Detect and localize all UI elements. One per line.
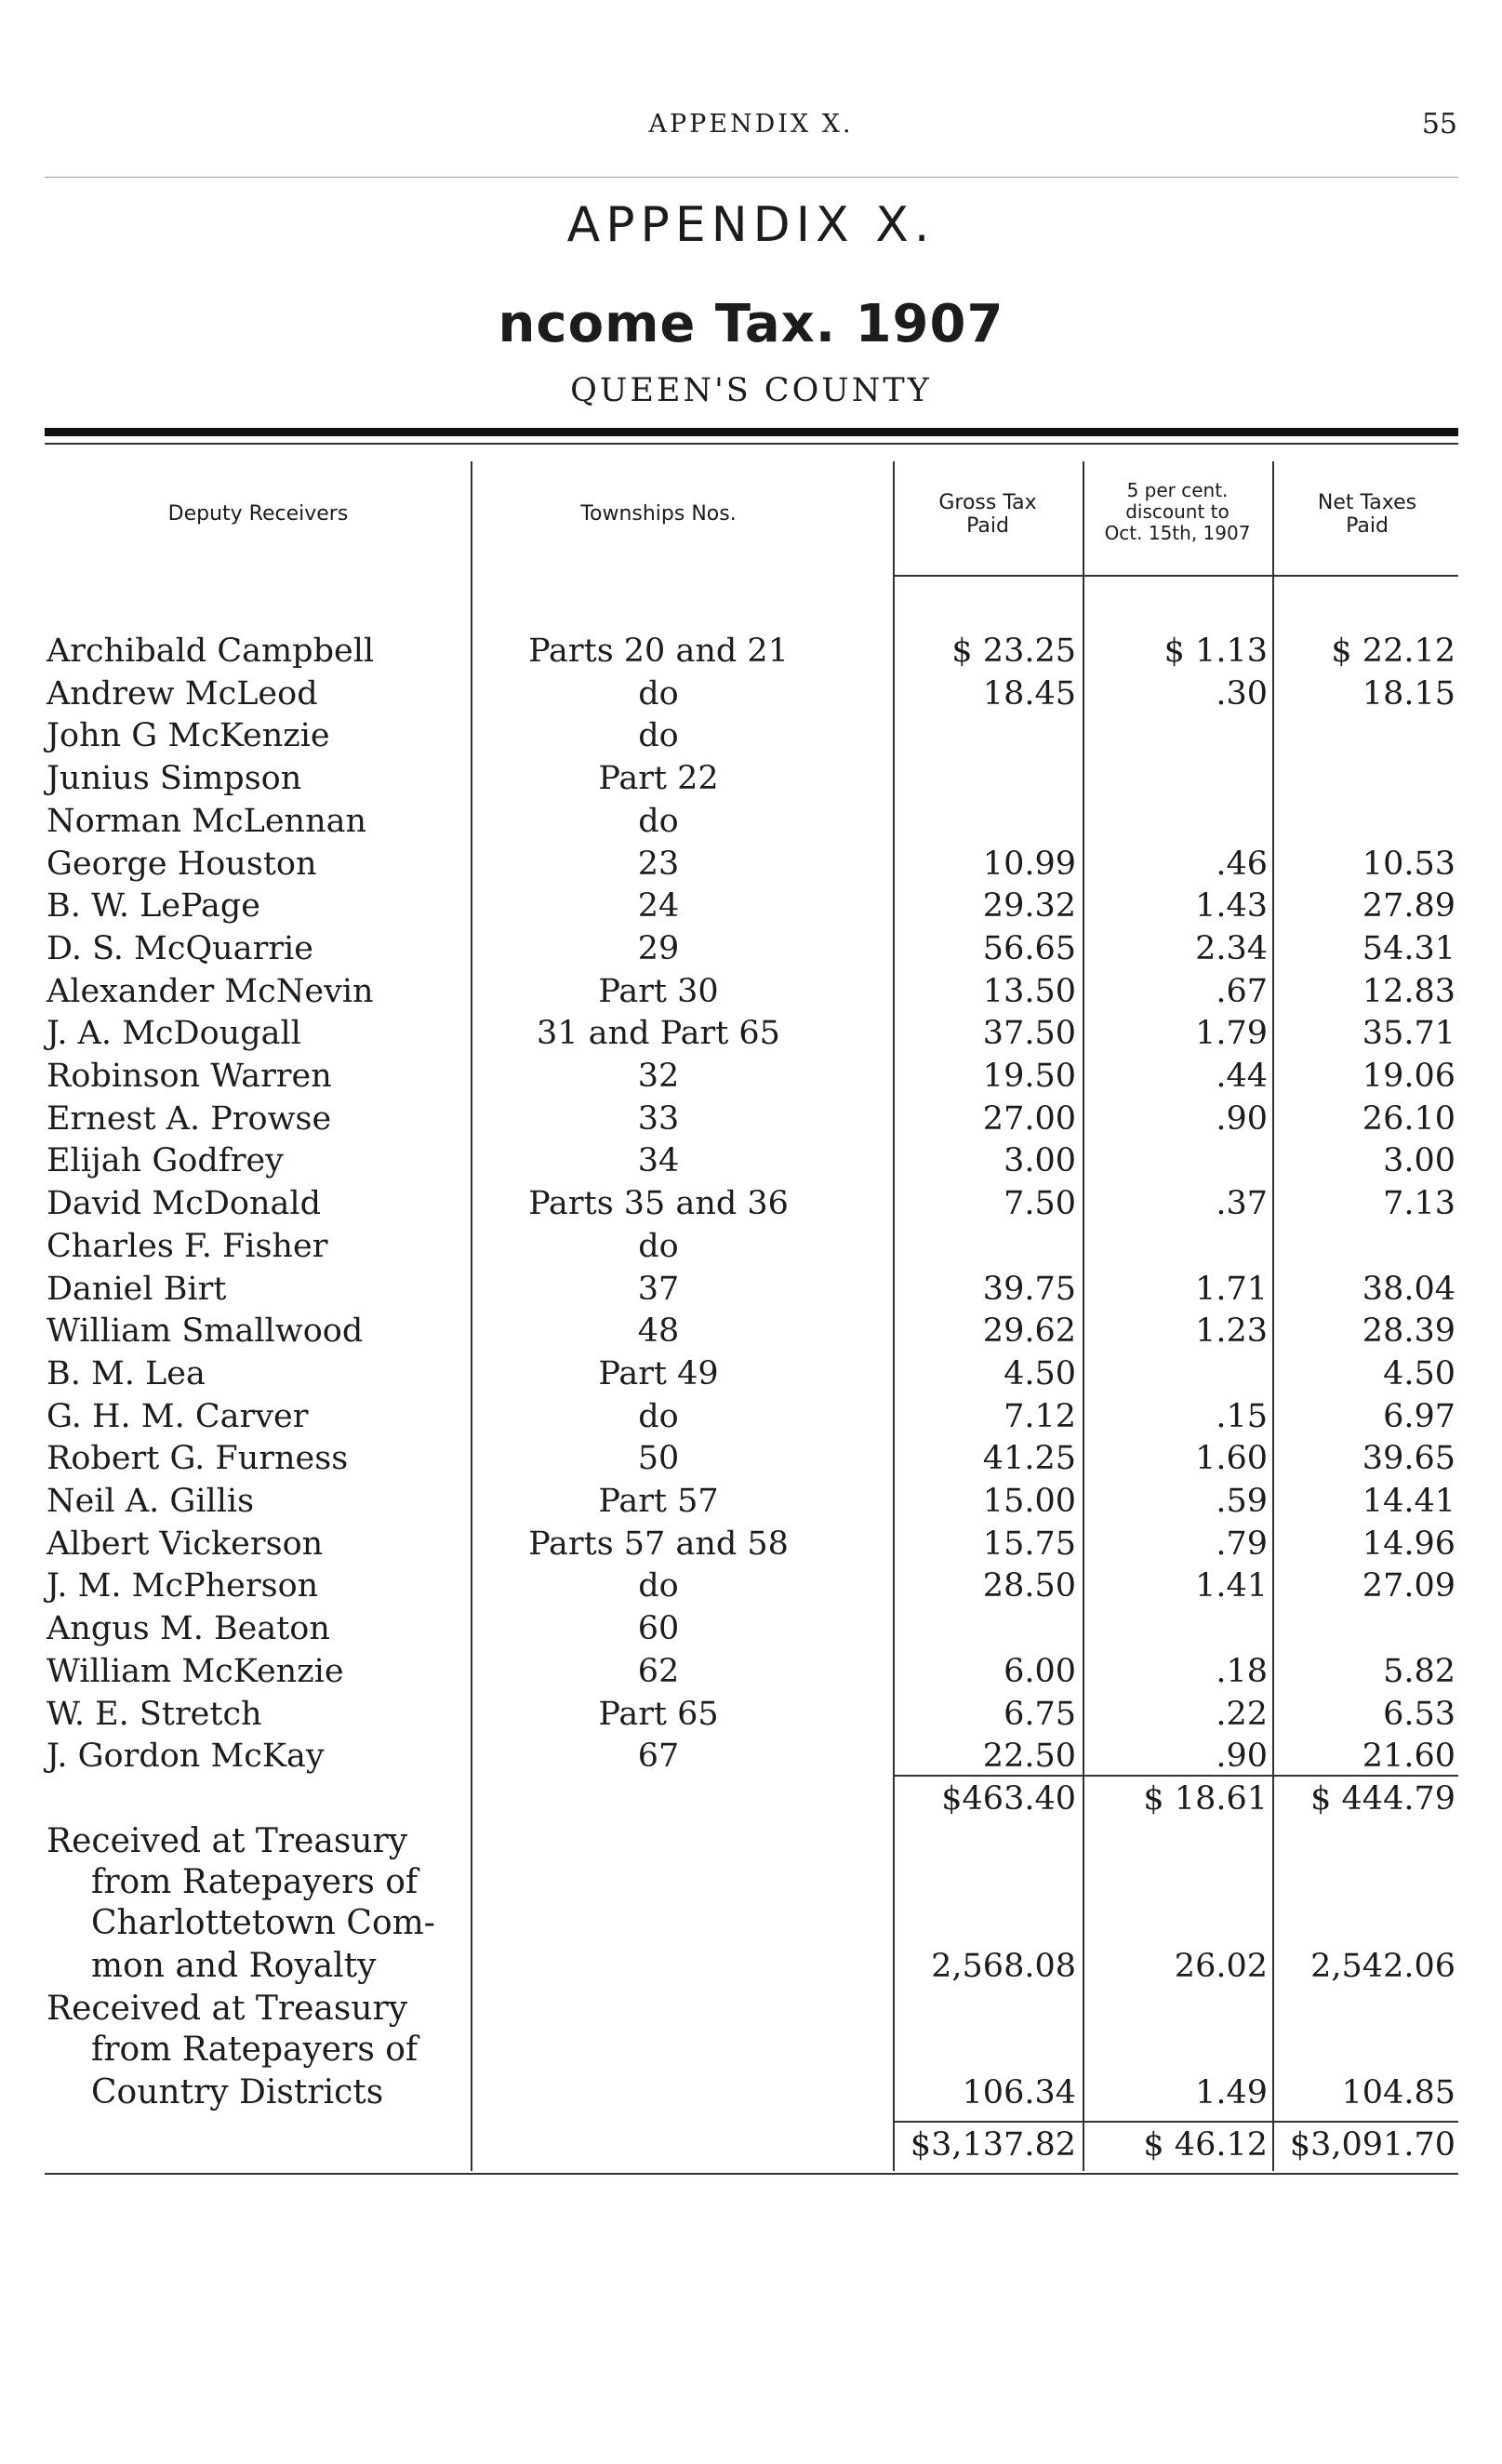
discount-amount: $ 1.13 — [1163, 633, 1268, 670]
country-net: 104.85 — [1341, 2074, 1455, 2111]
net-tax: 5.82 — [1383, 1653, 1455, 1690]
receiver-name: George Houston — [47, 846, 317, 883]
receiver-name: G. H. M. Carver — [47, 1398, 309, 1435]
receiver-name: B. M. Lea — [47, 1355, 206, 1392]
township-number: Parts 57 and 58 — [528, 1525, 789, 1563]
column-header-net — [1276, 491, 1458, 538]
township-number: Part 49 — [598, 1355, 719, 1392]
gross-tax: 13.50 — [982, 973, 1076, 1010]
receiver-name: Archibald Campbell — [47, 633, 375, 670]
charlottetown-note: from Ratepayers of — [91, 1863, 419, 1901]
gross-tax: 3.00 — [1004, 1142, 1076, 1179]
country-note: from Ratepayers of — [91, 2031, 419, 2069]
discount-amount: .79 — [1216, 1525, 1268, 1563]
township-number: do — [638, 1567, 679, 1605]
gross-tax: 39.75 — [982, 1271, 1076, 1308]
township-number: do — [638, 1228, 679, 1265]
receiver-name: Angus M. Beaton — [47, 1610, 330, 1647]
header-bottom-rule — [895, 575, 1458, 577]
receiver-name: Albert Vickerson — [47, 1525, 324, 1563]
net-tax: 26.10 — [1362, 1100, 1455, 1138]
column-header-gross-line: Paid — [966, 514, 1009, 538]
township-number: Part 22 — [598, 760, 719, 797]
running-head: APPENDIX X. — [648, 110, 854, 139]
discount-amount: .67 — [1216, 973, 1268, 1010]
net-tax: 21.60 — [1362, 1738, 1455, 1775]
discount-amount: 2.34 — [1195, 930, 1268, 967]
column-header-gross-line: Gross Tax — [938, 491, 1037, 514]
country-gross: 106.34 — [962, 2074, 1076, 2111]
township-number: do — [638, 803, 679, 840]
gross-tax: 56.65 — [982, 930, 1076, 967]
township-number: do — [638, 675, 679, 713]
discount-amount: .18 — [1216, 1653, 1268, 1690]
column-header-discount-line: Oct. 15th, 1907 — [1104, 522, 1251, 544]
gross-tax: 4.50 — [1004, 1355, 1076, 1392]
grand-total-rule — [895, 2121, 1458, 2123]
net-tax: 14.96 — [1362, 1525, 1455, 1563]
column-header-receivers: Deputy Receivers — [167, 502, 349, 526]
receiver-name: Robinson Warren — [47, 1058, 332, 1095]
subtotal-gross: $463.40 — [941, 1780, 1076, 1818]
discount-amount: .15 — [1216, 1398, 1268, 1435]
township-number: do — [638, 1398, 679, 1435]
receiver-name: David McDonald — [47, 1185, 322, 1222]
township-number: Parts 20 and 21 — [528, 633, 789, 670]
township-number: Part 65 — [598, 1696, 719, 1733]
net-tax: 6.97 — [1383, 1398, 1455, 1435]
country-note: Country Districts — [91, 2073, 384, 2111]
charlottetown-gross: 2,568.08 — [931, 1948, 1076, 1985]
gross-tax: 10.99 — [982, 846, 1076, 883]
receiver-name: Charles F. Fisher — [47, 1228, 328, 1265]
township-number: 60 — [637, 1610, 680, 1647]
gross-tax: 37.50 — [982, 1015, 1076, 1052]
net-tax: 27.09 — [1362, 1567, 1455, 1605]
column-header-discount — [1084, 480, 1270, 544]
township-number: 23 — [637, 846, 680, 883]
discount-amount: 1.79 — [1195, 1015, 1268, 1052]
discount-amount: .30 — [1216, 675, 1268, 713]
township-number: 67 — [637, 1738, 680, 1775]
discount-amount: .90 — [1216, 1100, 1268, 1138]
column-header-net-line: Paid — [1346, 514, 1389, 538]
country-note: Received at Treasury — [47, 1990, 408, 2028]
net-tax: $ 22.12 — [1331, 633, 1455, 670]
gross-tax: 15.75 — [982, 1525, 1076, 1563]
column-divider — [893, 461, 895, 2171]
receiver-name: J. A. McDougall — [47, 1015, 301, 1052]
receiver-name: Daniel Birt — [47, 1271, 227, 1308]
township-number: do — [638, 717, 679, 754]
grand-total-discount: $ 46.12 — [1143, 2126, 1268, 2164]
charlottetown-note: Received at Treasury — [47, 1822, 408, 1860]
page-number: 55 — [1421, 108, 1457, 140]
charlottetown-note: Charlottetown Com- — [91, 1904, 435, 1942]
township-number: 62 — [637, 1653, 680, 1690]
gross-tax: 29.62 — [982, 1312, 1076, 1350]
receiver-name: J. M. McPherson — [47, 1567, 319, 1605]
discount-amount: 1.60 — [1195, 1440, 1268, 1477]
column-divider — [1083, 461, 1084, 2171]
gross-tax: 27.00 — [982, 1100, 1076, 1138]
receiver-name: D. S. McQuarrie — [47, 930, 313, 967]
page-subtitle: ncome Tax. 1907 — [498, 294, 1004, 354]
township-number: 33 — [637, 1100, 680, 1138]
receiver-name: William Smallwood — [47, 1312, 364, 1350]
subtotal-rule — [895, 1775, 1458, 1777]
discount-amount: .22 — [1216, 1696, 1268, 1733]
receiver-name: Neil A. Gillis — [47, 1483, 255, 1520]
column-header-gross — [895, 491, 1081, 538]
receiver-name: Junius Simpson — [47, 760, 302, 797]
gross-tax: 22.50 — [982, 1738, 1076, 1775]
net-tax: 10.53 — [1362, 846, 1455, 883]
receiver-name: J. Gordon McKay — [47, 1738, 325, 1775]
net-tax: 4.50 — [1383, 1355, 1455, 1392]
grand-total-gross: $3,137.82 — [910, 2126, 1076, 2164]
gross-tax: 7.12 — [1004, 1398, 1076, 1435]
discount-amount: 1.43 — [1195, 887, 1268, 925]
gross-tax: 41.25 — [982, 1440, 1076, 1477]
county-label: QUEEN'S COUNTY — [570, 372, 932, 409]
township-number: 34 — [637, 1142, 680, 1179]
net-tax: 18.15 — [1362, 675, 1455, 713]
net-tax: 28.39 — [1362, 1312, 1455, 1350]
net-tax: 54.31 — [1362, 930, 1455, 967]
receiver-name: Robert G. Furness — [47, 1440, 349, 1477]
subtotal-net: $ 444.79 — [1310, 1780, 1455, 1818]
discount-amount: .46 — [1216, 846, 1268, 883]
township-number: 24 — [637, 887, 680, 925]
gross-tax: 6.00 — [1004, 1653, 1076, 1690]
net-tax: 12.83 — [1362, 973, 1455, 1010]
column-divider — [1272, 461, 1274, 2171]
table-top-thin-rule — [45, 443, 1458, 445]
gross-tax: 18.45 — [982, 675, 1076, 713]
discount-amount: 1.41 — [1195, 1567, 1268, 1605]
gross-tax: 29.32 — [982, 887, 1076, 925]
charlottetown-net: 2,542.06 — [1310, 1948, 1455, 1985]
receiver-name: W. E. Stretch — [47, 1696, 262, 1733]
township-number: 37 — [637, 1271, 680, 1308]
receiver-name: Ernest A. Prowse — [47, 1100, 332, 1138]
page-title: APPENDIX X. — [566, 197, 936, 253]
gross-tax: 28.50 — [982, 1567, 1076, 1605]
net-tax: 14.41 — [1362, 1483, 1455, 1520]
grand-total-net: $3,091.70 — [1289, 2126, 1455, 2164]
table-bottom-rule — [45, 2173, 1458, 2175]
township-number: Part 30 — [598, 973, 719, 1010]
township-number: 48 — [637, 1312, 680, 1350]
receiver-name: William McKenzie — [47, 1653, 344, 1690]
net-tax: 6.53 — [1383, 1696, 1455, 1733]
gross-tax: $ 23.25 — [951, 633, 1076, 670]
table-top-thick-rule — [45, 428, 1458, 436]
column-header-townships: Townships Nos. — [580, 502, 737, 526]
township-number: 29 — [637, 930, 680, 967]
township-number: Part 57 — [598, 1483, 719, 1520]
township-number: 31 and Part 65 — [537, 1015, 780, 1052]
receiver-name: Andrew McLeod — [47, 675, 318, 713]
gross-tax: 6.75 — [1004, 1696, 1076, 1733]
net-tax: 27.89 — [1362, 887, 1455, 925]
charlottetown-discount: 26.02 — [1174, 1948, 1268, 1985]
discount-amount: .90 — [1216, 1738, 1268, 1775]
discount-amount: 1.71 — [1195, 1271, 1268, 1308]
receiver-name: Elijah Godfrey — [47, 1142, 284, 1179]
receiver-name: Alexander McNevin — [47, 973, 374, 1010]
column-header-discount-line: discount to — [1125, 500, 1230, 523]
township-number: Parts 35 and 36 — [528, 1185, 789, 1222]
receiver-name: B. W. LePage — [47, 887, 260, 925]
net-tax: 3.00 — [1383, 1142, 1455, 1179]
discount-amount: .44 — [1216, 1058, 1268, 1095]
net-tax: 19.06 — [1362, 1058, 1455, 1095]
receiver-name: John G McKenzie — [47, 717, 330, 754]
column-header-discount-line: 5 per cent. — [1126, 479, 1229, 501]
subtotal-discount: $ 18.61 — [1143, 1780, 1268, 1818]
township-number: 50 — [637, 1440, 680, 1477]
discount-amount: .37 — [1216, 1185, 1268, 1222]
net-tax: 39.65 — [1362, 1440, 1455, 1477]
gross-tax: 19.50 — [982, 1058, 1076, 1095]
country-discount: 1.49 — [1195, 2074, 1268, 2111]
net-tax: 7.13 — [1383, 1185, 1455, 1222]
discount-amount: .59 — [1216, 1483, 1268, 1520]
receiver-name: Norman McLennan — [47, 803, 367, 840]
net-tax: 38.04 — [1362, 1271, 1455, 1308]
township-number: 32 — [637, 1058, 680, 1095]
header-rule — [45, 177, 1458, 178]
discount-amount: 1.23 — [1195, 1312, 1268, 1350]
net-tax: 35.71 — [1362, 1015, 1455, 1052]
gross-tax: 15.00 — [982, 1483, 1076, 1520]
gross-tax: 7.50 — [1004, 1185, 1076, 1222]
charlottetown-note: mon and Royalty — [91, 1947, 377, 1985]
column-header-net-line: Net Taxes — [1317, 491, 1417, 514]
